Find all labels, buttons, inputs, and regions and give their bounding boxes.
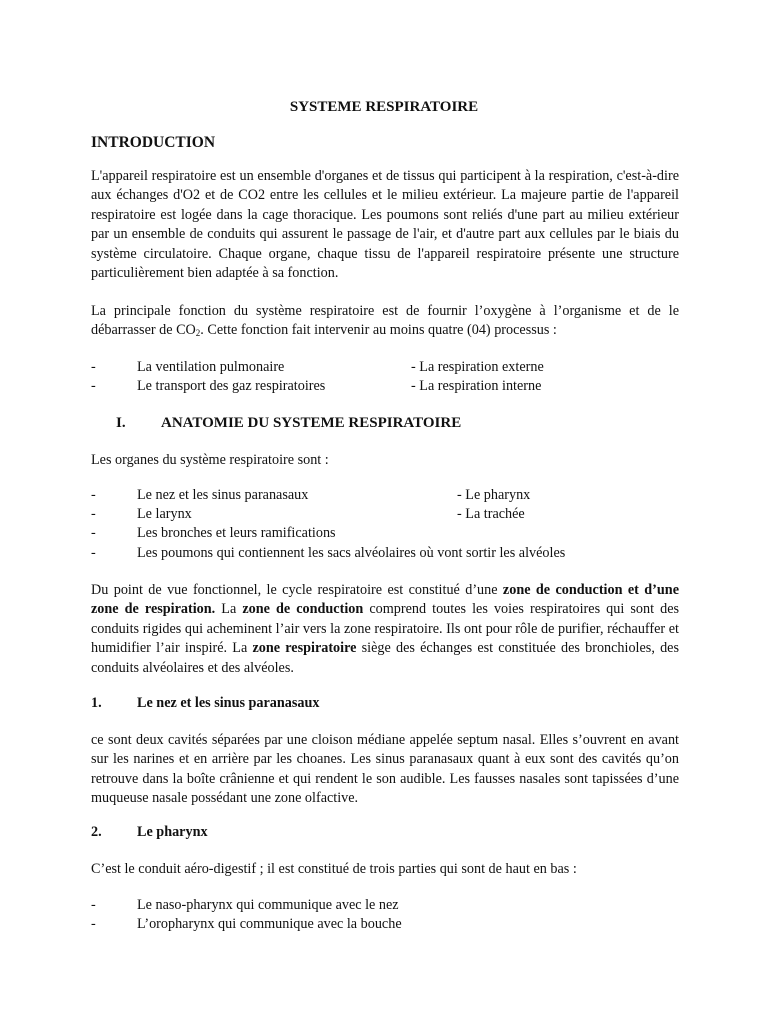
functional-paragraph: Du point de vue fonctionnel, le cycle respiratoire est constitué d’une zone de conduction et d’une zone de respiration. La zone de conduction comprend toutes les voies respiratoires qui sont des conduits rigides qui acheminent l’air vers la zone respiratoire. Ils ont pour rôle de purifier, réchauffer et humidifier l’air inspiré. La zone respiratoire siège des échanges est constituée des bronchioles, des conduits alvéolaires et des alvéoles. — [91, 582, 680, 676]
bullet-marker: - — [91, 506, 96, 522]
list-item: - La respiration interne — [411, 378, 542, 394]
list-item: - Le pharynx — [457, 487, 531, 503]
bullet-marker: - — [91, 487, 96, 503]
section-heading: ANATOMIE DU SYSTEME RESPIRATOIRE — [161, 415, 462, 431]
pharynx-intro: C’est le conduit aéro-digestif ; il est constitué de trois parties qui sont de haut en bas : — [91, 861, 577, 877]
subsection-number: 2. — [91, 824, 102, 840]
bullet-marker: - — [91, 359, 96, 375]
nose-paragraph: ce sont deux cavités séparées par une cloison médiane appelée septum nasal. Elles s’ouvrent en avant sur les narines et en arrière par les choanes. Les sinus paranasaux quant à eux sont des cavités qu’on retrouve dans la boîte crânienne et qui rendent le son audible. Les fausses nasales sont tapissées d’une muqueuse nasale possédant une zone olfactive. — [91, 732, 679, 807]
introduction-paragraph: L'appareil respiratoire est un ensemble d'organes et de tissus qui participent à la respiration, c'est-à-dire aux échanges d'O2 et de CO2 entre les cellules et le milieu extérieur. La majeure partie de l'appareil respiratoire est logée dans la cage thoracique. Les poumons sont reliés d'une part au milieu extérieur par un ensemble de conduits qui assurent le passage de l'air, et d'autre part aux cellules par le biais du système circulatoire. Chaque organe, chaque tissu de l'appareil respiratoire présente une structure particulièrement bien adaptée à sa fonction. — [91, 168, 679, 282]
section-number: I. — [116, 415, 126, 431]
bullet-marker: - — [91, 525, 96, 541]
main-function-paragraph: La principale fonction du système respiratoire est de fournir l’oxygène à l’organisme et de le débarrasser de $CO_2$. Cette fonction fait intervenir au moins quatre (04) processus : — [91, 303, 679, 339]
bullet-marker: - — [91, 378, 96, 394]
bullet-marker: - — [91, 545, 96, 561]
bullet-marker: - — [91, 916, 96, 932]
list-item: - La respiration externe — [411, 359, 544, 375]
subsection-heading: Le nez et les sinus paranasaux — [137, 695, 320, 711]
document-title: SYSTEME RESPIRATOIRE — [289, 99, 479, 115]
bullet-marker: - — [91, 897, 96, 913]
list-item: L’oropharynx qui communique avec la bouche — [137, 916, 402, 932]
list-item: Les poumons qui contiennent les sacs alvéolaires où vont sortir les alvéoles — [137, 545, 566, 561]
list-item: - La trachée — [457, 506, 525, 522]
list-item: La ventilation pulmonaire — [137, 359, 285, 375]
subsection-heading: Le pharynx — [137, 824, 208, 840]
list-item: Le transport des gaz respiratoires — [137, 378, 326, 394]
list-item: Le nez et les sinus paranasaux — [137, 487, 309, 503]
list-item: Le larynx — [137, 506, 192, 522]
list-item: Les bronches et leurs ramifications — [137, 525, 336, 541]
organs-intro: Les organes du système respiratoire sont : — [91, 452, 329, 468]
list-item: Le naso-pharynx qui communique avec le nez — [137, 897, 399, 913]
introduction-heading: INTRODUCTION — [91, 134, 216, 151]
subsection-number: 1. — [91, 695, 102, 711]
